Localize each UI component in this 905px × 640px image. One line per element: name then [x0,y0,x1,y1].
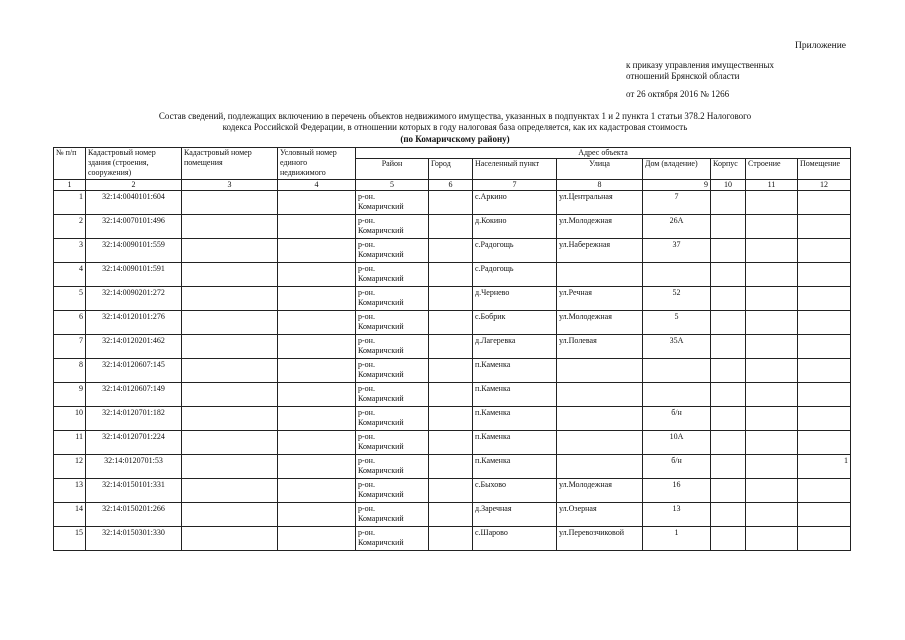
header-locality: Населенный пункт [473,159,557,180]
district-name: Комаричский [358,466,404,475]
street-cell [557,455,643,479]
city-cell [429,191,473,215]
col-number: 6 [429,180,473,191]
cad-room-cell [182,311,278,335]
header-cond-num: Условный номер единого недвижимого [278,148,356,180]
house-cell [643,359,711,383]
city-cell [429,263,473,287]
cadastral-number: 32:14:0120701:224 [86,431,182,455]
korpus-cell [711,527,746,551]
house-cell [643,263,711,287]
room-cell [798,335,851,359]
row-number: 14 [54,503,86,527]
cad-room-cell [182,503,278,527]
col-number: 4 [278,180,356,191]
city-cell [429,503,473,527]
cadastral-number: 32:14:0150201:266 [86,503,182,527]
appendix-order-line2: отношений Брянской области [626,71,740,81]
table-row [54,215,851,239]
district-cell [356,383,429,407]
city-cell [429,479,473,503]
room-cell [798,479,851,503]
row-number: 13 [54,479,86,503]
header-city: Город [429,159,473,180]
table-row [54,359,851,383]
cad-room-cell [182,431,278,455]
table-row [54,527,851,551]
cad-room-cell [182,263,278,287]
street-cell: ул.Молодежная [557,311,643,335]
header-address: Адрес объекта [356,148,851,159]
header-district: Район [356,159,429,180]
header-building: Строение [746,159,798,180]
city-cell [429,335,473,359]
locality-cell: д.Кокино [473,215,557,239]
locality-cell: с.Радогощь [473,263,557,287]
cond-num-cell [278,191,356,215]
table-row [54,383,851,407]
property-register-table [53,147,851,551]
cad-room-cell [182,407,278,431]
street-cell: ул.Молодежная [557,479,643,503]
house-cell: 1 [643,527,711,551]
room-cell [798,239,851,263]
cad-room-cell [182,239,278,263]
table-row [54,287,851,311]
table-body [54,191,851,551]
cond-num-cell [278,287,356,311]
appendix-order-line1: к приказу управления имущественных [626,60,775,70]
district-cell [356,455,429,479]
col-number: 10 [711,180,746,191]
district-cell [356,503,429,527]
korpus-cell [711,287,746,311]
korpus-cell [711,263,746,287]
district-name: Комаричский [358,226,404,235]
building-cell [746,383,798,407]
table-row [54,431,851,455]
table-row [54,335,851,359]
col-number: 2 [86,180,182,191]
row-number: 4 [54,263,86,287]
cad-room-cell [182,383,278,407]
col-number: 12 [798,180,851,191]
building-cell [746,311,798,335]
locality-cell: п.Каменка [473,383,557,407]
district-prefix: р-он. [358,360,375,369]
house-cell: 7 [643,191,711,215]
district-name: Комаричский [358,490,404,499]
district-prefix: р-он. [358,528,375,537]
cond-num-cell [278,335,356,359]
heading-line2: кодекса Российской Федерации, в отношении которых в году налоговая база определяется, как их кадастровая стоимость [222,122,688,132]
house-cell [643,383,711,407]
col-number: 9 [643,180,711,191]
district-cell [356,311,429,335]
heading-line1: Состав сведений, подлежащих включению в перечень объектов недвижимого имущества, указанных в подпунктах 1 и 2 пункта 1 статьи 378.2 Налогового [158,111,752,121]
col-number: 8 [557,180,643,191]
room-cell [798,407,851,431]
col-number: 7 [473,180,557,191]
district-prefix: р-он. [358,456,375,465]
heading-district: (по Комаричскому району) [400,134,510,144]
table-row [54,239,851,263]
table-row [54,479,851,503]
locality-cell: с.Аркино [473,191,557,215]
building-cell [746,503,798,527]
cond-num-cell [278,455,356,479]
korpus-cell [711,191,746,215]
street-cell: ул.Перевозчиковой [557,527,643,551]
cond-num-cell [278,503,356,527]
korpus-cell [711,239,746,263]
city-cell [429,215,473,239]
room-cell [798,287,851,311]
cad-room-cell [182,359,278,383]
row-number: 8 [54,359,86,383]
korpus-cell [711,335,746,359]
district-prefix: р-он. [358,504,375,513]
cadastral-number: 32:14:0120701:182 [86,407,182,431]
table-row [54,191,851,215]
room-cell [798,431,851,455]
cad-room-cell [182,287,278,311]
district-name: Комаричский [358,418,404,427]
table-row [54,407,851,431]
street-cell [557,431,643,455]
korpus-cell [711,503,746,527]
room-cell [798,527,851,551]
house-cell: 16 [643,479,711,503]
locality-cell: д.Лагеревка [473,335,557,359]
house-cell: 35А [643,335,711,359]
district-name: Комаричский [358,370,404,379]
row-number: 9 [54,383,86,407]
district-prefix: р-он. [358,240,375,249]
cad-room-cell [182,335,278,359]
table-row [54,503,851,527]
room-cell [798,503,851,527]
cond-num-cell [278,263,356,287]
korpus-cell [711,311,746,335]
building-cell [746,527,798,551]
street-cell: ул.Речная [557,287,643,311]
district-prefix: р-он. [358,336,375,345]
locality-cell: п.Каменка [473,431,557,455]
korpus-cell [711,215,746,239]
cadastral-number: 32:14:0120607:149 [86,383,182,407]
cadastral-number: 32:14:0150301:330 [86,527,182,551]
district-cell [356,407,429,431]
district-cell [356,239,429,263]
house-cell: 13 [643,503,711,527]
district-prefix: р-он. [358,288,375,297]
cond-num-cell [278,239,356,263]
cad-room-cell [182,479,278,503]
row-number: 15 [54,527,86,551]
house-cell: 26А [643,215,711,239]
district-prefix: р-он. [358,432,375,441]
row-number: 6 [54,311,86,335]
korpus-cell [711,383,746,407]
district-prefix: р-он. [358,216,375,225]
locality-cell: с.Быхово [473,479,557,503]
locality-cell: п.Каменка [473,407,557,431]
header-room: Помещение [798,159,851,180]
row-number: 7 [54,335,86,359]
building-cell [746,191,798,215]
cadastral-number: 32:14:0120201:462 [86,335,182,359]
district-cell [356,479,429,503]
street-cell [557,383,643,407]
building-cell [746,407,798,431]
building-cell [746,263,798,287]
cadastral-number: 32:14:0150101:331 [86,479,182,503]
header-house: Дом (владение) [643,159,711,180]
korpus-cell [711,479,746,503]
row-number: 1 [54,191,86,215]
cad-room-cell [182,455,278,479]
cadastral-number: 32:14:0040101:604 [86,191,182,215]
district-cell [356,263,429,287]
cadastral-number: 32:14:0120607:145 [86,359,182,383]
city-cell [429,407,473,431]
building-cell [746,431,798,455]
district-cell [356,191,429,215]
appendix-title: Приложение [795,41,846,51]
district-prefix: р-он. [358,384,375,393]
locality-cell: д.Заречная [473,503,557,527]
district-name: Комаричский [358,274,404,283]
locality-cell: п.Каменка [473,455,557,479]
room-cell [798,215,851,239]
cond-num-cell [278,479,356,503]
district-name: Комаричский [358,202,404,211]
street-cell: ул.Озерная [557,503,643,527]
cadastral-number: 32:14:0090101:559 [86,239,182,263]
cadastral-number: 32:14:0090201:272 [86,287,182,311]
street-cell [557,359,643,383]
district-cell [356,527,429,551]
room-cell [798,383,851,407]
cad-room-cell [182,191,278,215]
room-cell [798,263,851,287]
header-korpus: Корпус [711,159,746,180]
row-number: 11 [54,431,86,455]
district-prefix: р-он. [358,264,375,273]
header-cad-building: Кадастровый номер здания (строения, сооружения) [86,148,182,180]
cadastral-number: 32:14:0070101:496 [86,215,182,239]
house-cell: 10А [643,431,711,455]
room-cell [798,191,851,215]
district-prefix: р-он. [358,312,375,321]
korpus-cell [711,407,746,431]
cadastral-number: 32:14:0090101:591 [86,263,182,287]
house-cell: б/н [643,455,711,479]
house-cell: б/н [643,407,711,431]
cond-num-cell [278,215,356,239]
street-cell: ул.Молодежная [557,215,643,239]
header-street: Улица [557,159,643,180]
house-cell: 37 [643,239,711,263]
city-cell [429,383,473,407]
building-cell [746,287,798,311]
cadastral-number: 32:14:0120101:276 [86,311,182,335]
row-number: 12 [54,455,86,479]
city-cell [429,359,473,383]
district-name: Комаричский [358,538,404,547]
district-name: Комаричский [358,346,404,355]
street-cell [557,263,643,287]
locality-cell: с.Бобрик [473,311,557,335]
district-prefix: р-он. [358,480,375,489]
district-cell [356,359,429,383]
city-cell [429,527,473,551]
korpus-cell [711,455,746,479]
house-cell: 52 [643,287,711,311]
district-name: Комаричский [358,394,404,403]
city-cell [429,431,473,455]
cad-room-cell [182,215,278,239]
district-name: Комаричский [358,514,404,523]
table-row [54,455,851,479]
row-number: 10 [54,407,86,431]
cond-num-cell [278,383,356,407]
street-cell: ул.Центральная [557,191,643,215]
locality-cell: с.Радогощь [473,239,557,263]
city-cell [429,239,473,263]
row-number: 2 [54,215,86,239]
col-number: 3 [182,180,278,191]
district-name: Комаричский [358,322,404,331]
room-cell: 1 [798,455,851,479]
house-cell: 5 [643,311,711,335]
building-cell [746,359,798,383]
building-cell [746,479,798,503]
district-cell [356,431,429,455]
district-cell [356,335,429,359]
cond-num-cell [278,359,356,383]
cad-room-cell [182,527,278,551]
city-cell [429,455,473,479]
city-cell [429,311,473,335]
col-number: 5 [356,180,429,191]
locality-cell: п.Каменка [473,359,557,383]
building-cell [746,335,798,359]
cond-num-cell [278,407,356,431]
district-name: Комаричский [358,298,404,307]
street-cell [557,407,643,431]
cond-num-cell [278,527,356,551]
district-name: Комаричский [358,250,404,259]
building-cell [746,239,798,263]
street-cell: ул.Набережная [557,239,643,263]
district-cell [356,215,429,239]
row-number: 3 [54,239,86,263]
header-num: № п/п [54,148,86,180]
locality-cell: с.Шарово [473,527,557,551]
district-cell [356,287,429,311]
col-number: 1 [54,180,86,191]
room-cell [798,311,851,335]
korpus-cell [711,431,746,455]
city-cell [429,287,473,311]
row-number: 5 [54,287,86,311]
appendix-order-date: от 26 октября 2016 № 1266 [626,89,730,99]
cond-num-cell [278,311,356,335]
table-row [54,263,851,287]
header-cad-room: Кадастровый номер помещения [182,148,278,180]
district-name: Комаричский [358,442,404,451]
korpus-cell [711,359,746,383]
building-cell [746,455,798,479]
room-cell [798,359,851,383]
district-prefix: р-он. [358,192,375,201]
col-number: 11 [746,180,798,191]
cadastral-number: 32:14:0120701:53 [86,455,182,479]
locality-cell: д.Чернево [473,287,557,311]
district-prefix: р-он. [358,408,375,417]
building-cell [746,215,798,239]
street-cell: ул.Полевая [557,335,643,359]
cond-num-cell [278,431,356,455]
table-row [54,311,851,335]
